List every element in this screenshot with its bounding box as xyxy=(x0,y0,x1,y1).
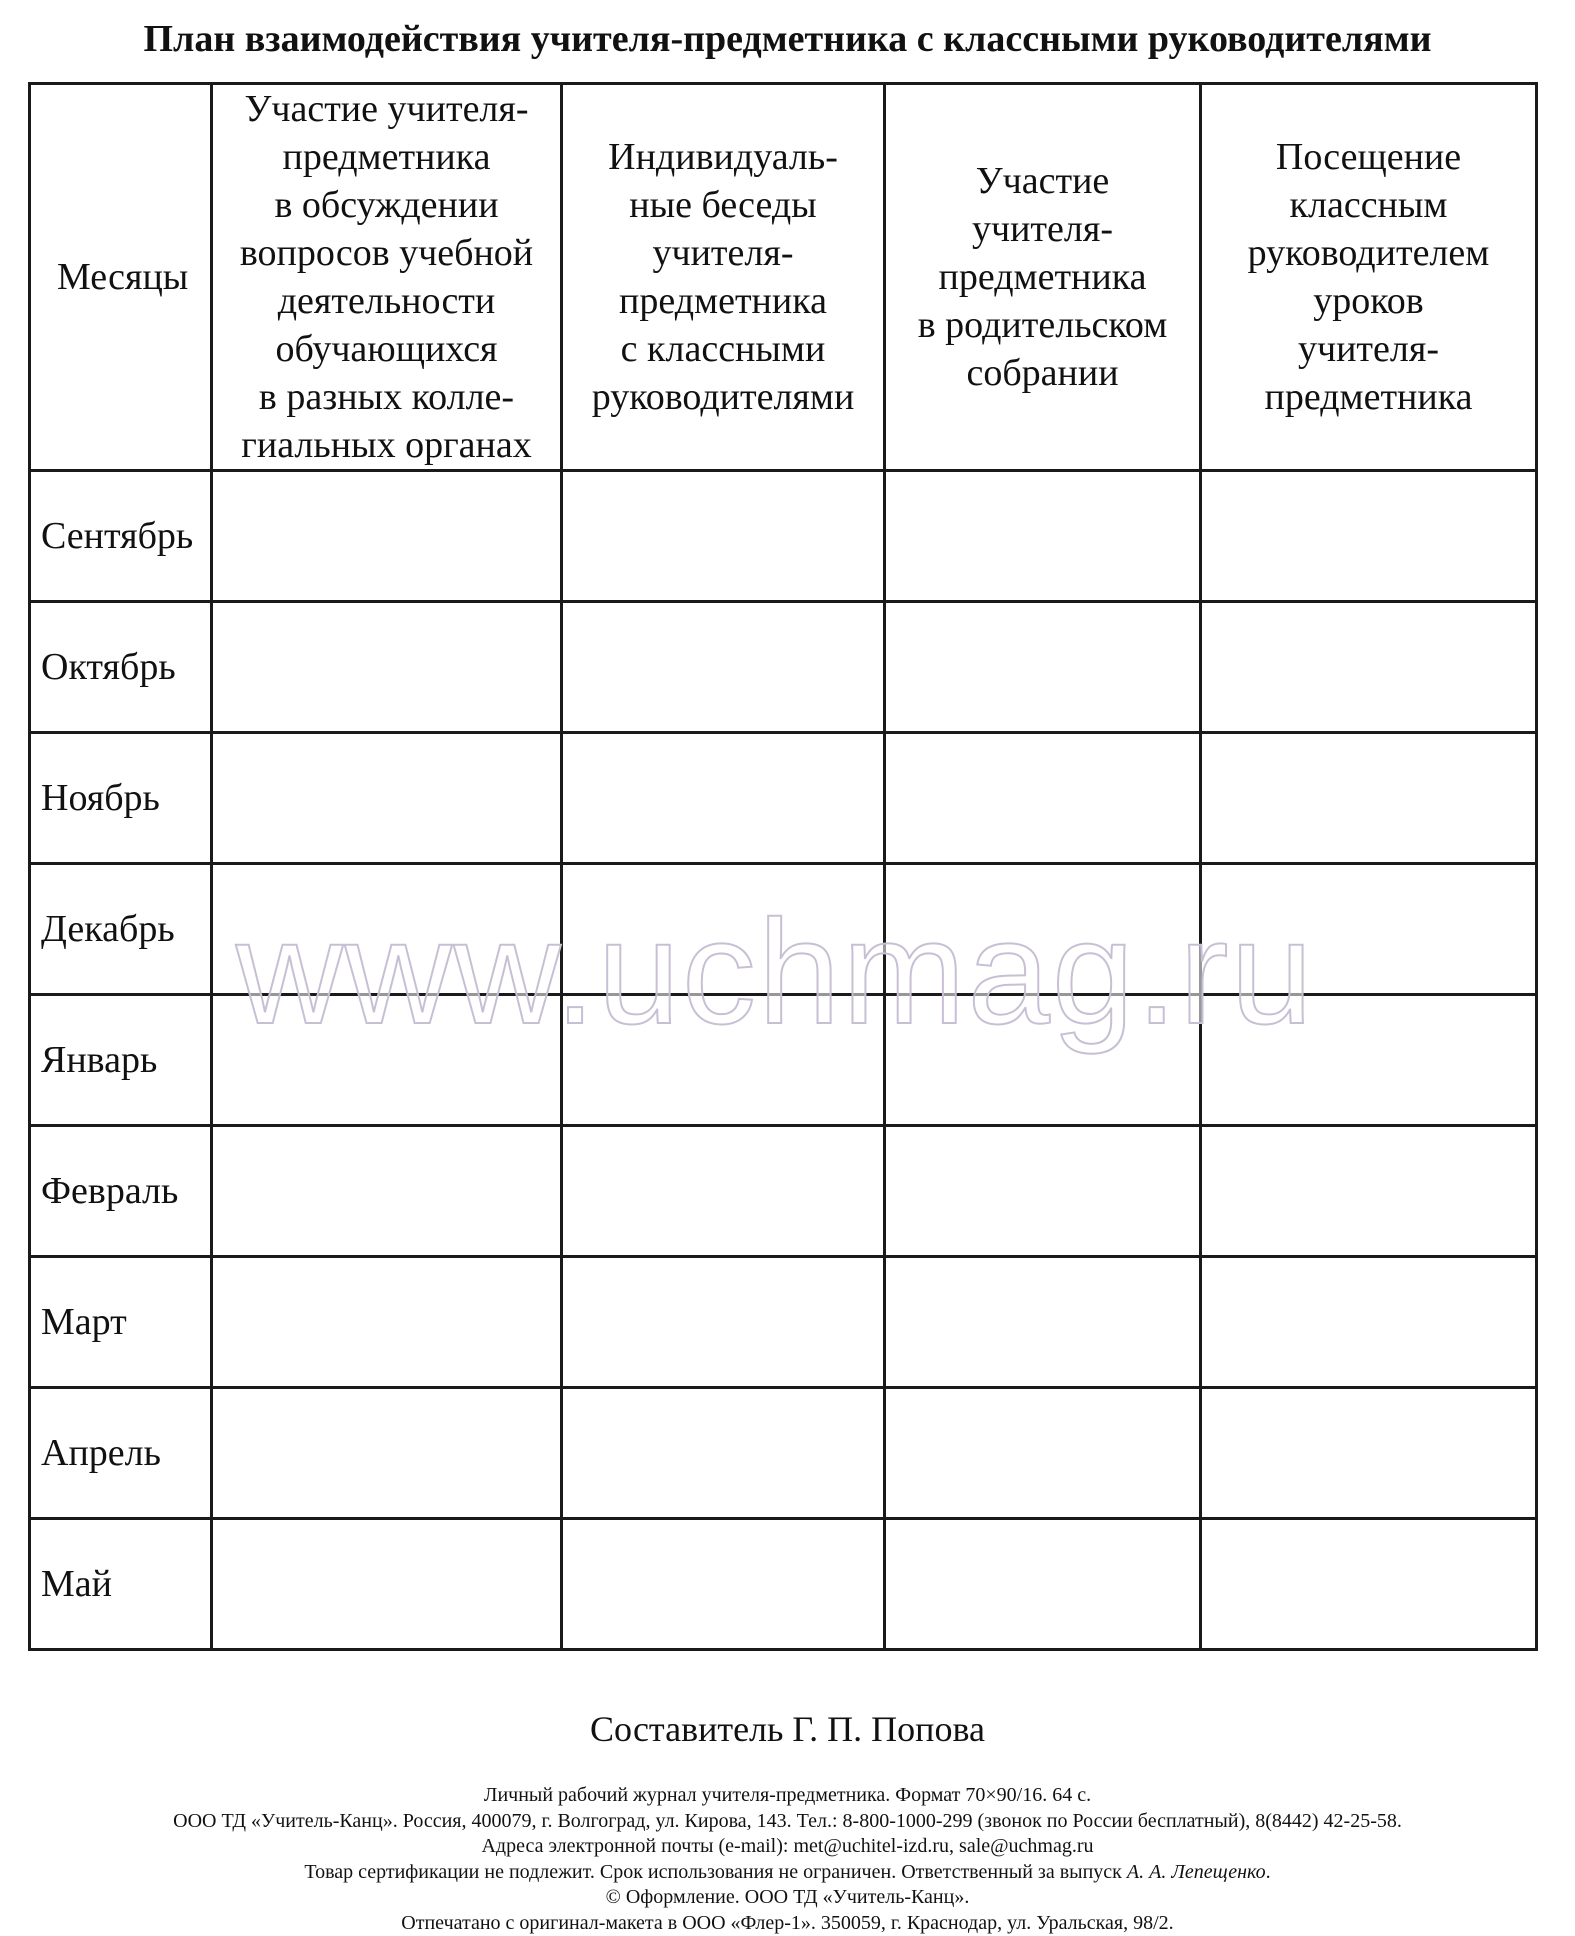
empty-entry-cell xyxy=(885,602,1201,733)
watermark: www.uchmag.ru xyxy=(236,893,1315,1053)
column-header-label: Индивидуаль- ные беседы учителя- предметника с классными руководителями xyxy=(563,133,883,421)
month-cell: Май xyxy=(30,1519,212,1650)
empty-entry-cell xyxy=(1201,1257,1537,1388)
empty-entry-cell xyxy=(885,1388,1201,1519)
header-row xyxy=(30,84,1537,471)
month-cell: Ноябрь xyxy=(30,733,212,864)
imprint-responsible-prefix: Товар сертификации не подлежит. Срок использования не ограничен. Ответственный за выпуск xyxy=(304,1861,1127,1883)
empty-entry-cell xyxy=(885,471,1201,602)
column-header-individual-talks xyxy=(562,84,885,471)
imprint-responsible-suffix: . xyxy=(1266,1861,1271,1883)
column-header-discussion xyxy=(212,84,562,471)
empty-entry-cell xyxy=(885,1126,1201,1257)
column-header-label: Участие учителя- предметника в родительском собрании xyxy=(886,157,1199,397)
empty-entry-cell xyxy=(1201,1126,1537,1257)
empty-entry-cell xyxy=(212,864,562,995)
table-row xyxy=(30,602,1537,733)
imprint-line: Адреса электронной почты (e-mail): met@uchitel-izd.ru, sale@uchmag.ru xyxy=(0,1834,1575,1860)
plan-table xyxy=(28,82,1538,1651)
month-cell: Сентябрь xyxy=(30,471,212,602)
empty-entry-cell xyxy=(1201,864,1537,995)
imprint-line: ООО ТД «Учитель-Канц». Россия, 400079, г. Волгоград, ул. Кирова, 143. Тел.: 8-800-1000-299 (звонок по России бесплатный), 8(8442) 42-25-58. xyxy=(0,1809,1575,1835)
imprint-line: Отпечатано с оригинал-макета в ООО «Флер-1». 350059, г. Краснодар, ул. Уральская, 98/2. xyxy=(0,1911,1575,1936)
column-header-lesson-visits xyxy=(1201,84,1537,471)
empty-entry-cell xyxy=(562,1257,885,1388)
empty-entry-cell xyxy=(212,1257,562,1388)
empty-entry-cell xyxy=(212,471,562,602)
empty-entry-cell xyxy=(562,733,885,864)
table-row xyxy=(30,864,1537,995)
month-cell: Апрель xyxy=(30,1388,212,1519)
column-header-parent-meeting xyxy=(885,84,1201,471)
imprint-line: Личный рабочий журнал учителя-предметника. Формат 70×90/16. 64 с. xyxy=(0,1783,1575,1809)
table-row xyxy=(30,471,1537,602)
table-row xyxy=(30,733,1537,864)
empty-entry-cell xyxy=(885,864,1201,995)
table-row xyxy=(30,1257,1537,1388)
month-cell: Январь xyxy=(30,995,212,1126)
table-row xyxy=(30,1388,1537,1519)
empty-entry-cell xyxy=(562,1519,885,1650)
month-cell: Декабрь xyxy=(30,864,212,995)
empty-entry-cell xyxy=(885,995,1201,1126)
column-header-label: Месяцы xyxy=(53,253,210,301)
composer-credit: Составитель Г. П. Попова xyxy=(0,1706,1575,1752)
empty-entry-cell xyxy=(212,733,562,864)
empty-entry-cell xyxy=(1201,1388,1537,1519)
month-cell: Октябрь xyxy=(30,602,212,733)
imprint-responsible-line xyxy=(0,1860,1575,1886)
empty-entry-cell xyxy=(562,471,885,602)
column-header-months xyxy=(30,84,212,471)
month-cell: Март xyxy=(30,1257,212,1388)
page-title: План взаимодействия учителя-предметника с классными руководителями xyxy=(0,14,1575,64)
empty-entry-cell xyxy=(562,1388,885,1519)
empty-entry-cell xyxy=(885,733,1201,864)
empty-entry-cell xyxy=(885,1257,1201,1388)
month-cell: Февраль xyxy=(30,1126,212,1257)
empty-entry-cell xyxy=(1201,471,1537,602)
empty-entry-cell xyxy=(212,1388,562,1519)
empty-entry-cell xyxy=(1201,733,1537,864)
empty-entry-cell xyxy=(212,602,562,733)
empty-entry-cell xyxy=(562,1126,885,1257)
table-row xyxy=(30,995,1537,1126)
empty-entry-cell xyxy=(212,1126,562,1257)
empty-entry-cell xyxy=(212,995,562,1126)
table-row xyxy=(30,1519,1537,1650)
empty-entry-cell xyxy=(562,602,885,733)
empty-entry-cell xyxy=(1201,1519,1537,1650)
column-header-label: Участие учителя- предметника в обсуждении вопросов учебной деятельности обучающихся в разных колле- гиальных органах xyxy=(213,85,560,469)
empty-entry-cell xyxy=(1201,602,1537,733)
empty-entry-cell xyxy=(562,995,885,1126)
imprint-block xyxy=(0,1783,1575,1936)
imprint-responsible-name: А. А. Лепещенко xyxy=(1127,1861,1266,1883)
empty-entry-cell xyxy=(1201,995,1537,1126)
empty-entry-cell xyxy=(212,1519,562,1650)
column-header-label: Посещение классным руководителем уроков учителя- предметника xyxy=(1202,133,1535,421)
empty-entry-cell xyxy=(885,1519,1201,1650)
table-row xyxy=(30,1126,1537,1257)
imprint-line: © Оформление. ООО ТД «Учитель-Канц». xyxy=(0,1885,1575,1911)
empty-entry-cell xyxy=(562,864,885,995)
